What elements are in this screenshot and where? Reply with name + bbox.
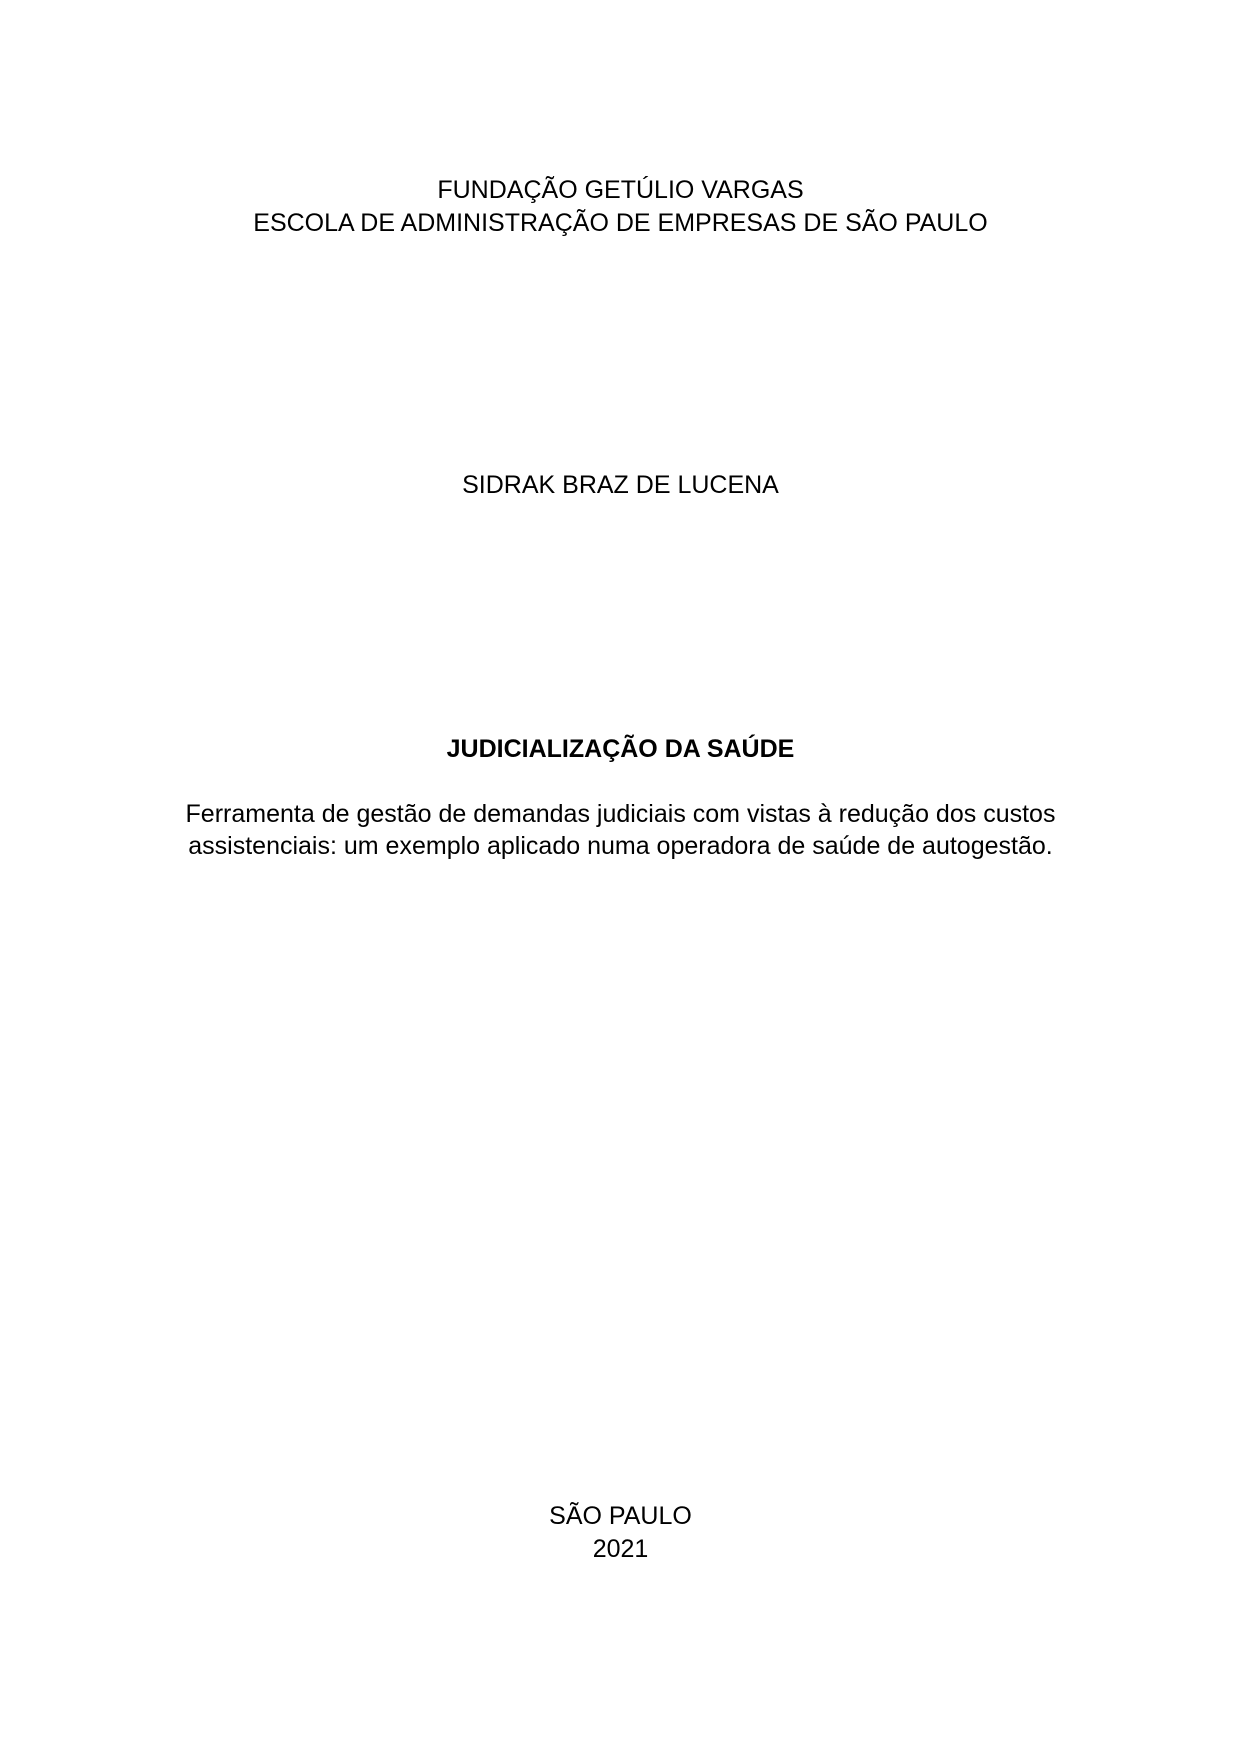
- year: 2021: [592, 1535, 649, 1563]
- institution-name: FUNDAÇÃO GETÚLIO VARGAS: [437, 176, 804, 204]
- document-title: JUDICIALIZAÇÃO DA SAÚDE: [446, 735, 795, 763]
- subtitle-line-1: Ferramenta de gestão de demandas judiciais com vistas à redução dos custos: [185, 800, 1056, 828]
- author-name: SIDRAK BRAZ DE LUCENA: [462, 471, 779, 499]
- school-name: ESCOLA DE ADMINISTRAÇÃO DE EMPRESAS DE SÃO PAULO: [253, 209, 988, 237]
- city: SÃO PAULO: [549, 1502, 692, 1530]
- subtitle-line-2: assistenciais: um exemplo aplicado numa operadora de saúde de autogestão.: [188, 832, 1053, 860]
